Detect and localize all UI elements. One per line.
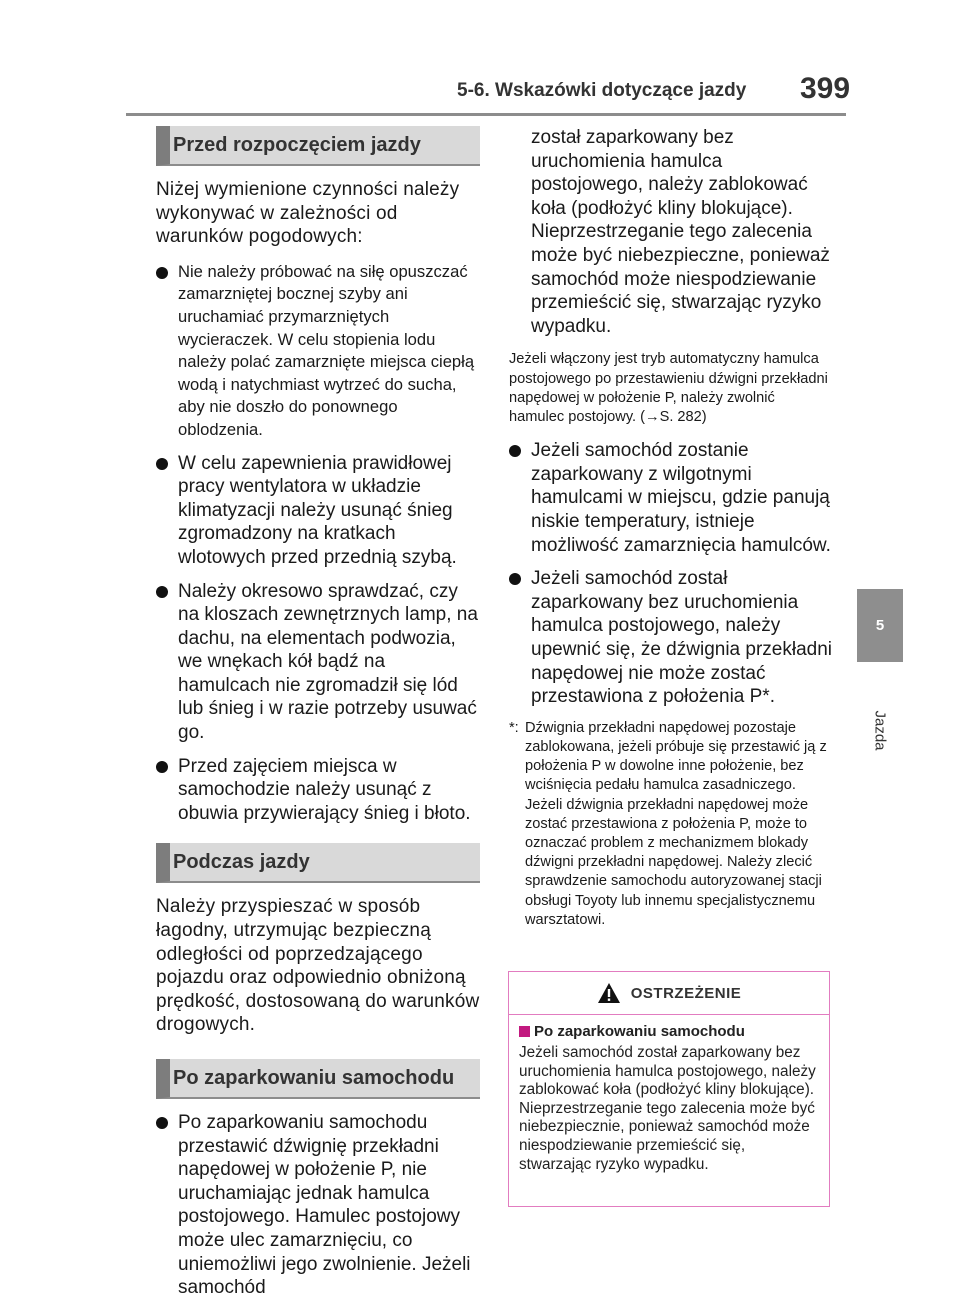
bullet-list-before-driving (156, 261, 480, 826)
section-heading-while-driving: Podczas jazdy (156, 843, 480, 883)
section-heading-after-parking: Po zaparkowaniu samochodu (156, 1059, 480, 1099)
footnote-text: Dźwignia przekładni napędowej pozostaje zablokowana, jeżeli próbuje się przestawić ją z położenia P w dowolne inne położenie, bez wciśnięcia pedału hamulca zasadniczego. Jeżeli dźwignia przekładni napędowej może zostać przestawiona z położenia P, może to oznaczać problem z mechanizmem blokady dźwigni przekładni napędowej. Należy zlecić sprawdzenie samochodu autoryzowanej stacji obsługi Toyoty lub innemu specjalistycznemu warsztatowi. (525, 719, 827, 928)
footnote (509, 719, 832, 930)
list-item: W celu zapewnienia prawidłowej pracy wentylatora w układzie klimatyzacji należy usunąć śnieg zgromadzony na kratkach wlotowych przed przednią szybą. (156, 452, 480, 570)
list-item: Po zaparkowaniu samochodu przestawić dźwignię przekładni napędowej w położenie P, nie uruchamiając jednak hamulca postojowego. Hamulec postojowy może ulec zamarznięciu, co uniemożliwi jego zwolnienie. Jeżeli samochód (156, 1111, 480, 1300)
warning-triangle-icon (597, 982, 621, 1004)
left-column (156, 126, 480, 1310)
bullet-list-after-parking (156, 1111, 480, 1300)
list-item: Należy okresowo sprawdzać, czy na kloszach zewnętrznych lamp, na dachu, na elementach podwozia, we wnękach kół bądź na hamulcach nie zgromadził się lód lub śnieg i w razie potrzeby usuwać go. (156, 580, 480, 745)
list-item: Jeżeli samochód został zaparkowany bez uruchomienia hamulca postojowego, należy upewnić się, że dźwignia przekładni napędowej nie może zostać przestawiona z położenia P*. (509, 567, 832, 709)
list-item: Nie należy próbować na siłę opuszczać zamarzniętej bocznej szyby ani uruchamiać przymarzniętych wycieraczek. W celu stopienia lodu należy polać zamarznięte miejsca ciepłą wodą i natychmiast wytrzeć do sucha, aby nie doszło do ponownego oblodzenia. (156, 261, 480, 442)
warning-subtitle: Po zaparkowaniu samochodu (519, 1023, 829, 1040)
section-header-title: 5-6. Wskazówki dotyczące jazdy (457, 80, 747, 101)
list-item: Przed zajęciem miejsca w samochodzie należy usunąć z obuwia przywierający śnieg i błoto. (156, 755, 480, 826)
warning-header (509, 972, 829, 1015)
right-column (509, 126, 832, 930)
chapter-tab-label: Jazda (871, 709, 889, 751)
bullet-list-parking-more (509, 439, 832, 709)
list-item: Jeżeli samochód zostanie zaparkowany z wilgotnymi hamulcami w miejscu, gdzie panują niskie temperatury, istnieje możliwość zamarznięcia hamulców. (509, 439, 832, 557)
paragraph-driving: Należy przyspieszać w sposób łagodny, utrzymując bezpieczną odległości od poprzedzającego pojazdu oraz odpowiednio obniżoną prędkość, dostosowaną do warunków drogowych. (156, 896, 480, 1036)
note-parking-brake: Jeżeli włączony jest tryb automatyczny hamulca postojowego po przestawieniu dźwigni przekładni napędowej w położenie P, należy zwolnić hamulec postojowy. (→S. 282) (509, 351, 828, 425)
square-bullet-icon (519, 1026, 530, 1037)
paragraph-continuation: został zaparkowany bez uruchomienia hamulca postojowego, należy zablokować koła (podłożyć kliny blokujące). Nieprzestrzeganie tego zalecenia może być niebezpieczne, ponieważ samochód może niespodziewanie przemieścić się, stwarzając ryzyko wypadku. (531, 127, 830, 337)
warning-box (508, 971, 830, 1207)
section-heading-before-driving: Przed rozpoczęciem jazdy (156, 126, 480, 166)
page-number: 399 (800, 72, 851, 105)
paragraph-intro: Niżej wymienione czynności należy wykonywać w zależności od warunków pogodowych: (156, 179, 460, 248)
warning-title: OSTRZEŻENIE (630, 984, 742, 1002)
chapter-tab-number: 5 (857, 589, 903, 662)
footnote-mark: *: (509, 719, 519, 736)
warning-text: Jeżeli samochód został zaparkowany bez uruchomienia hamulca postojowego, należy zablokować koła (podłożyć kliny blokujące). Nieprzestrzeganie tego zalecenia może być niebezpiecznie, ponieważ samochód może niespodziewanie przemieścić się, stwarzając ryzyko wypadku. (519, 1044, 816, 1173)
header-divider (126, 113, 846, 116)
